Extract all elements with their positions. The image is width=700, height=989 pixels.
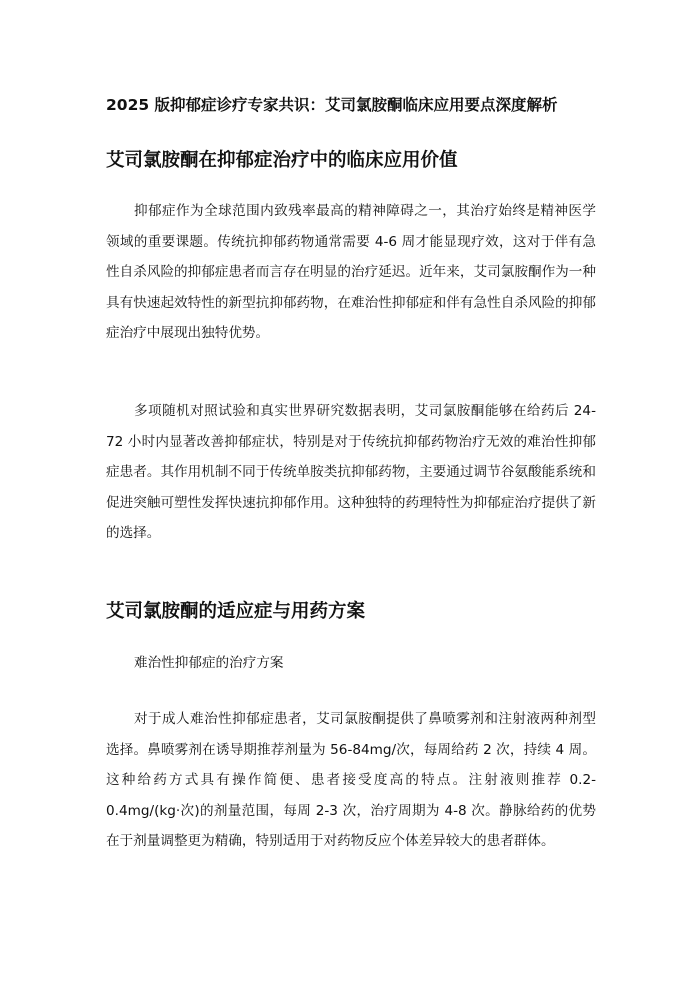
section-heading-clinical-value: 艾司氯胺酮在抑郁症治疗中的临床应用价值 <box>106 150 458 171</box>
paragraph: 抑郁症作为全球范围内致残率最高的精神障碍之一，其治疗始终是精神医学领域的重要课题。传统抗抑郁药物通常需要 4-6 周才能显现疗效，这对于伴有急性自杀风险的抑郁症患者而言存在明显的治疗延迟。近年来，艾司氯胺酮作为一种具有快速起效特性的新型抗抑郁药物，在难治性抑郁症和伴有急性自杀风险的抑郁症治疗中展现出独特优势。 <box>106 203 596 342</box>
paragraph: 对于成人难治性抑郁症患者，艾司氯胺酮提供了鼻喷雾剂和注射液两种剂型选择。鼻喷雾剂在诱导期推荐剂量为 56-84mg/次，每周给药 2 次，持续 4 周。这种给药方式具有操作简便、患者接受度高的特点。注射液则推荐 0.2-0.4mg/(kg·次)的剂量范围，每周 2-3 次，治疗周期为 4-8 次。静脉给药的优势在于剂量调整更为精确，特别适用于对药物反应个体差异较大的患者群体。 <box>106 711 596 850</box>
subsection-heading: 难治性抑郁症的治疗方案 <box>134 655 284 671</box>
document-title: 2025 版抑郁症诊疗专家共识：艾司氯胺酮临床应用要点深度解析 <box>106 96 558 114</box>
paragraph: 多项随机对照试验和真实世界研究数据表明，艾司氯胺酮能够在给药后 24-72 小时内显著改善抑郁症状，特别是对于传统抗抑郁药物治疗无效的难治性抑郁症患者。其作用机制不同于传统单胺类抗抑郁药物，主要通过调节谷氨酸能系统和促进突触可塑性发挥快速抗抑郁作用。这种独特的药理特性为抑郁症治疗提供了新的选择。 <box>106 403 596 542</box>
section-heading-indications: 艾司氯胺酮的适应症与用药方案 <box>106 601 366 622</box>
